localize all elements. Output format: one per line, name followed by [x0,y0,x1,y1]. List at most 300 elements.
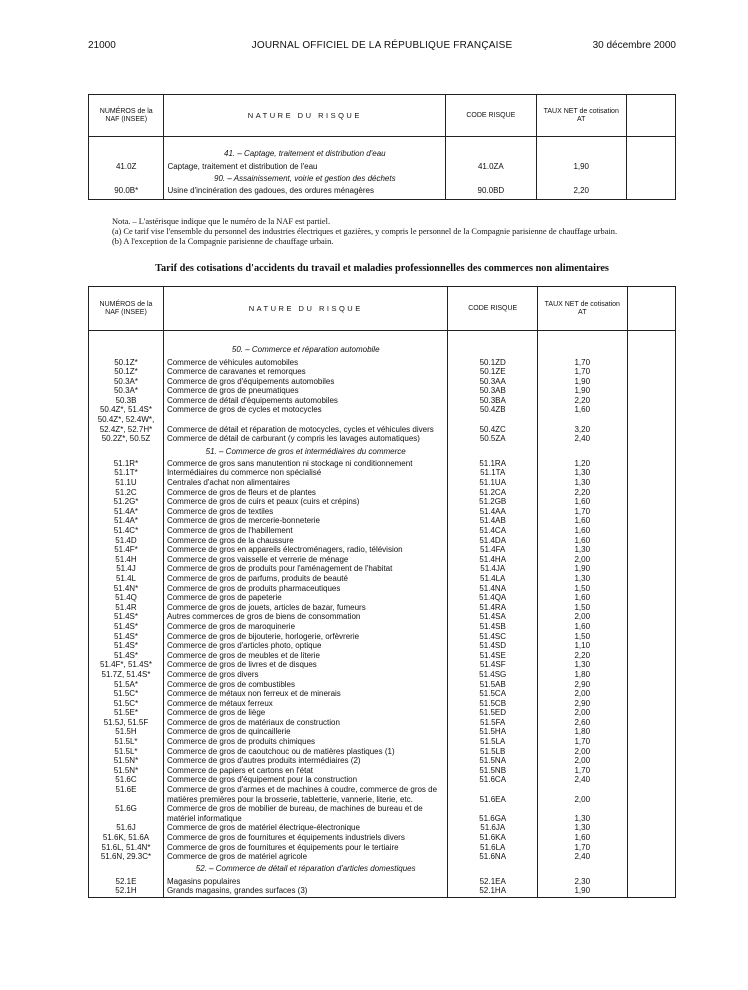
extra-cell [627,415,675,425]
extra-cell [627,660,675,670]
extra-cell [627,622,675,632]
extra-cell [627,775,675,785]
extra-cell [627,459,675,469]
section-naf-cell [89,147,164,162]
net-rate: 1,70 [537,737,627,747]
spacer-cell [448,331,537,343]
col-header-naf: NUMÉROS de la NAF (INSEE) [89,95,164,137]
spacer-cell [536,196,626,200]
extra-cell [627,641,675,651]
table-row [89,593,676,603]
section-taux-cell [537,343,627,358]
table-row [89,766,676,776]
table-row [89,564,676,574]
net-rate: 1,70 [537,843,627,853]
net-rate: 2,00 [537,747,627,757]
extra-cell [627,795,675,805]
risk-code: 51.6KA [448,833,537,843]
naf-number: 50.3B [89,396,164,406]
net-rate [537,804,627,814]
naf-number [89,795,164,805]
extra-cell [626,186,675,196]
extra-cell [627,737,675,747]
net-rate: 2,00 [537,612,627,622]
spacer-cell [536,137,626,147]
spacer-cell [164,196,446,200]
risk-code: 51.4SC [448,632,537,642]
extra-cell [627,747,675,757]
naf-number: 51.5N* [89,766,164,776]
table-row [89,516,676,526]
risk-nature: Commerce de gros en appareils électroménagers, radio, télévision [163,545,448,555]
risk-nature: Commerce de gros de textiles [163,507,448,517]
spacer-cell [164,137,446,147]
section-code-cell [446,171,536,186]
net-rate: 1,60 [537,622,627,632]
risk-code: 51.4RA [448,603,537,613]
risk-code: 51.4QA [448,593,537,603]
naf-number: 51.6E [89,785,164,795]
risk-nature: matières premières pour la brosserie, tabletterie, vannerie, literie, etc. [163,795,448,805]
extra-cell [627,367,675,377]
risk-code: 51.2CA [448,488,537,498]
risk-nature: Commerce de gros de produits pour l'aménagement de l'habitat [163,564,448,574]
net-rate: 1,50 [537,603,627,613]
naf-number: 52.1E [89,877,164,887]
risk-nature: Commerce de détail et réparation de motocycles, cycles et véhicules divers [163,425,448,435]
naf-number: 51.6G [89,804,164,814]
extra-cell [627,852,675,862]
naf-number: 50.3A* [89,386,164,396]
risk-nature: Commerce de gros de pneumatiques [163,386,448,396]
risk-nature: Usine d'incinération des gadoues, des ordures ménagères [164,186,446,196]
net-rate: 1,30 [537,478,627,488]
risk-code: 51.5LB [448,747,537,757]
net-rate: 1,30 [537,574,627,584]
extra-cell [627,526,675,536]
extra-cell [627,434,675,444]
table-row [89,852,676,862]
naf-number: 50.2Z*, 50.5Z [89,434,164,444]
naf-number: 41.0Z [89,162,164,172]
risk-nature: Commerce de gros de meubles et de literie [163,651,448,661]
risk-code: 51.5NB [448,766,537,776]
section-taux-cell [537,862,627,877]
naf-number: 50.1Z* [89,358,164,368]
net-rate: 3,20 [537,425,627,435]
table-row [89,377,676,387]
risk-code: 51.1UA [448,478,537,488]
risk-nature: Commerce de gros de cuirs et peaux (cuirs et crépins) [163,497,448,507]
table-row [89,680,676,690]
extra-cell [627,468,675,478]
risk-code: 51.5NA [448,756,537,766]
net-rate: 1,60 [537,497,627,507]
risk-nature: Commerce de gros de caoutchouc ou de matières plastiques (1) [163,747,448,757]
risk-code [448,785,537,795]
net-rate: 2,30 [537,877,627,887]
section-code-cell [446,147,536,162]
naf-number: 50.3A* [89,377,164,387]
extra-cell [627,718,675,728]
risk-code: 52.1EA [448,877,537,887]
table-row [89,186,676,196]
naf-number: 51.4S* [89,612,164,622]
rates-table-commerce [88,286,676,898]
extra-cell [627,823,675,833]
naf-number: 90.0B* [89,186,164,196]
risk-code: 50.4ZC [448,425,537,435]
table-row [89,612,676,622]
extra-cell [626,162,675,172]
table-row [89,396,676,406]
risk-code: 51.6LA [448,843,537,853]
net-rate: 2,20 [537,488,627,498]
spacer-cell [537,331,627,343]
extra-cell [627,584,675,594]
section-heading-row [89,147,676,162]
table-row [89,536,676,546]
naf-number: 51.1R* [89,459,164,469]
extra-cell [627,425,675,435]
risk-code: 51.4LA [448,574,537,584]
naf-number: 51.4J [89,564,164,574]
net-rate: 2,20 [537,651,627,661]
table-row [89,405,676,415]
naf-number: 51.5A* [89,680,164,690]
net-rate: 1,60 [537,526,627,536]
risk-code: 51.4AA [448,507,537,517]
spacer-cell [89,196,164,200]
risk-nature: Commerce de gros de la chaussure [163,536,448,546]
table-row [89,795,676,805]
net-rate: 1,70 [537,367,627,377]
extra-cell [627,886,675,896]
naf-number: 51.4Q [89,593,164,603]
risk-code: 51.5HA [448,727,537,737]
net-rate: 2,00 [537,795,627,805]
risk-code: 51.1TA [448,468,537,478]
table-row [89,833,676,843]
section-title: 51. – Commerce de gros et intermédiaires du commerce [163,444,448,459]
table-row [89,367,676,377]
naf-number: 51.5C* [89,689,164,699]
table-row [89,814,676,824]
naf-number: 52.4Z*, 52.7H* [89,425,164,435]
risk-code: 51.4SG [448,670,537,680]
risk-code: 50.5ZA [448,434,537,444]
risk-nature: Commerce de gros d'équipement pour la construction [163,775,448,785]
table-row [89,727,676,737]
table-row [89,689,676,699]
col-header-code: CODE RISQUE [446,95,536,137]
table-row [89,886,676,896]
risk-nature: Commerce de gros de bijouterie, horlogerie, orfèvrerie [163,632,448,642]
table-row [89,497,676,507]
risk-nature [163,415,448,425]
extra-cell [627,564,675,574]
section-extra-cell [626,171,675,186]
risk-code: 50.1ZE [448,367,537,377]
extra-cell [627,833,675,843]
net-rate: 2,00 [537,756,627,766]
risk-code: 51.4AB [448,516,537,526]
section-extra-cell [627,444,675,459]
extra-cell [627,843,675,853]
net-rate [537,785,627,795]
risk-nature: Commerce de gros d'articles photo, optique [163,641,448,651]
extra-cell [627,632,675,642]
risk-code: 51.4SF [448,660,537,670]
risk-code: 51.4HA [448,555,537,565]
naf-number: 51.5L* [89,747,164,757]
section-taux-cell [537,444,627,459]
section-code-cell [448,343,537,358]
col-header-naf: NUMÉROS de la NAF (INSEE) [89,287,164,331]
risk-code: 50.1ZD [448,358,537,368]
risk-nature: Centrales d'achat non alimentaires [163,478,448,488]
table-row [89,415,676,425]
table-row [89,488,676,498]
section-heading-row [89,343,676,358]
risk-nature: Commerce de gros de matériel agricole [163,852,448,862]
risk-nature: Commerce de véhicules automobiles [163,358,448,368]
net-rate: 1,70 [537,358,627,368]
risk-nature: Commerce de gros de quincaillerie [163,727,448,737]
risk-code: 51.5AB [448,680,537,690]
net-rate: 1,60 [537,593,627,603]
table-row [89,574,676,584]
naf-number: 51.6J [89,823,164,833]
table-row [89,425,676,435]
risk-nature: Commerce de gros de fleurs et de plantes [163,488,448,498]
extra-cell [627,405,675,415]
table-row [89,737,676,747]
risk-nature: Magasins populaires [163,877,448,887]
risk-code: 51.5LA [448,737,537,747]
risk-code [448,415,537,425]
risk-nature: Commerce de détail d'équipements automobiles [163,396,448,406]
table-row [89,386,676,396]
risk-code: 51.4FA [448,545,537,555]
risk-code: 51.6CA [448,775,537,785]
naf-number: 51.5N* [89,756,164,766]
table-row [89,756,676,766]
extra-cell [627,497,675,507]
note-a: (a) Ce tarif vise l'ensemble du personnel des industries électriques et gazières, y compris le personnel de la Compagnie parisienne de chauffage urbain. [112,227,618,236]
section-title: 41. – Captage, traitement et distribution d'eau [164,147,446,162]
naf-number: 50.1Z* [89,367,164,377]
net-rate: 1,50 [537,632,627,642]
risk-code: 51.6GA [448,814,537,824]
table-row [89,651,676,661]
spacer-cell [163,896,448,898]
risk-nature: Commerce de gros vaisselle et verrerie de ménage [163,555,448,565]
naf-number: 51.4F* [89,545,164,555]
spacer-cell [627,896,675,898]
table-row [89,555,676,565]
risk-nature: Commerce de gros de produits chimiques [163,737,448,747]
col-header-code: CODE RISQUE [448,287,537,331]
extra-cell [627,814,675,824]
section-naf-cell [89,343,164,358]
extra-cell [627,507,675,517]
net-rate: 2,40 [537,434,627,444]
risk-nature: Commerce de gros de combustibles [163,680,448,690]
risk-code: 51.4SA [448,612,537,622]
naf-number: 51.4S* [89,622,164,632]
col-header-empty [627,287,675,331]
table-row [89,434,676,444]
net-rate: 1,80 [537,727,627,737]
risk-code: 51.4CA [448,526,537,536]
table-row [89,747,676,757]
table-row [89,775,676,785]
net-rate: 1,50 [537,584,627,594]
section-extra-cell [626,147,675,162]
spacer-cell [446,196,536,200]
naf-number: 51.5E* [89,708,164,718]
extra-cell [627,555,675,565]
risk-nature: Commerce de gros de livres et de disques [163,660,448,670]
note-b: (b) A l'exception de la Compagnie parisienne de chauffage urbain. [112,237,334,246]
table-row [89,785,676,795]
table-row [89,823,676,833]
table-row [89,804,676,814]
extra-cell [627,377,675,387]
risk-nature: Commerce de métaux ferreux [163,699,448,709]
naf-number: 50.4Z*, 52.4W*, [89,415,164,425]
extra-cell [627,396,675,406]
risk-nature: Commerce de gros de parfums, produits de beauté [163,574,448,584]
rates-table-energy [88,94,676,200]
spacer-cell [163,331,448,343]
naf-number: 51.5C* [89,699,164,709]
net-rate: 1,90 [537,564,627,574]
naf-number [89,814,164,824]
risk-code: 51.6NA [448,852,537,862]
risk-nature: Commerce de gros de l'habillement [163,526,448,536]
col-header-nature: NATURE DU RISQUE [164,95,446,137]
table-row [89,526,676,536]
table-row [89,162,676,172]
col-header-empty [626,95,675,137]
risk-code: 50.4ZB [448,405,537,415]
net-rate: 2,40 [537,775,627,785]
spacer-cell [626,137,675,147]
risk-code: 51.6JA [448,823,537,833]
net-rate: 2,00 [537,689,627,699]
risk-nature: Commerce de gros de liège [163,708,448,718]
section-extra-cell [627,862,675,877]
naf-number: 51.1U [89,478,164,488]
risk-nature: Commerce de gros de fournitures et équipements industriels divers [163,833,448,843]
spacer-cell [537,896,627,898]
net-rate: 1,90 [537,377,627,387]
net-rate [537,415,627,425]
extra-cell [627,708,675,718]
net-rate: 2,90 [537,680,627,690]
extra-cell [627,593,675,603]
table-row [89,603,676,613]
risk-nature: Commerce de gros de fournitures et équipements pour le tertiaire [163,843,448,853]
naf-number: 51.4C* [89,526,164,536]
risk-code: 41.0ZA [446,162,536,172]
naf-number: 51.1T* [89,468,164,478]
table-row [89,660,676,670]
risk-code: 51.1RA [448,459,537,469]
table-row [89,478,676,488]
risk-code: 51.4JA [448,564,537,574]
risk-code: 51.4DA [448,536,537,546]
risk-code [448,804,537,814]
naf-number: 51.4A* [89,507,164,517]
col-header-taux: TAUX NET de cotisation AT [537,287,627,331]
risk-nature: Commerce de gros de matériaux de construction [163,718,448,728]
section-heading-row [89,171,676,186]
section-code-cell [448,862,537,877]
col-header-taux: TAUX NET de cotisation AT [536,95,626,137]
extra-cell [627,358,675,368]
section-heading-row [89,444,676,459]
table-row [89,708,676,718]
net-rate: 1,90 [536,162,626,172]
naf-number: 51.6L, 51.4N* [89,843,164,853]
extra-cell [627,612,675,622]
risk-nature: Commerce de gros sans manutention ni stockage ni conditionnement [163,459,448,469]
table-row [89,632,676,642]
net-rate: 1,60 [537,536,627,546]
extra-cell [627,756,675,766]
risk-code: 51.5CA [448,689,537,699]
spacer-cell [626,196,675,200]
naf-number: 51.6C [89,775,164,785]
net-rate: 1,90 [537,886,627,896]
net-rate: 1,70 [537,507,627,517]
page-number: 21000 [88,40,116,51]
naf-number: 51.2C [89,488,164,498]
naf-number: 52.1H [89,886,164,896]
section-extra-cell [627,343,675,358]
net-rate: 1,30 [537,823,627,833]
table-row [89,584,676,594]
risk-nature: Commerce de gros d'autres produits intermédiaires (2) [163,756,448,766]
risk-code: 50.3BA [448,396,537,406]
naf-number: 51.5L* [89,737,164,747]
section-title: 50. – Commerce et réparation automobile [163,343,448,358]
extra-cell [627,516,675,526]
extra-cell [627,680,675,690]
extra-cell [627,603,675,613]
note-nota: Nota. – L'astérisque indique que le numéro de la NAF est partiel. [112,217,331,226]
extra-cell [627,804,675,814]
risk-code: 51.4SB [448,622,537,632]
section-title: 90. – Assainissement, voirie et gestion des déchets [164,171,446,186]
risk-code: 51.5ED [448,708,537,718]
naf-number: 51.5J, 51.5F [89,718,164,728]
extra-cell [627,488,675,498]
extra-cell [627,785,675,795]
net-rate: 1,80 [537,670,627,680]
net-rate: 1,90 [537,386,627,396]
spacer-cell [89,331,164,343]
net-rate: 2,00 [537,555,627,565]
risk-nature: Commerce de métaux non ferreux et de minerais [163,689,448,699]
naf-number: 51.4H [89,555,164,565]
table-title: Tarif des cotisations d'accidents du travail et maladies professionnelles des commerces non alimentaires [155,263,609,274]
risk-nature: Captage, traitement et distribution de l'eau [164,162,446,172]
table-body [89,331,676,898]
